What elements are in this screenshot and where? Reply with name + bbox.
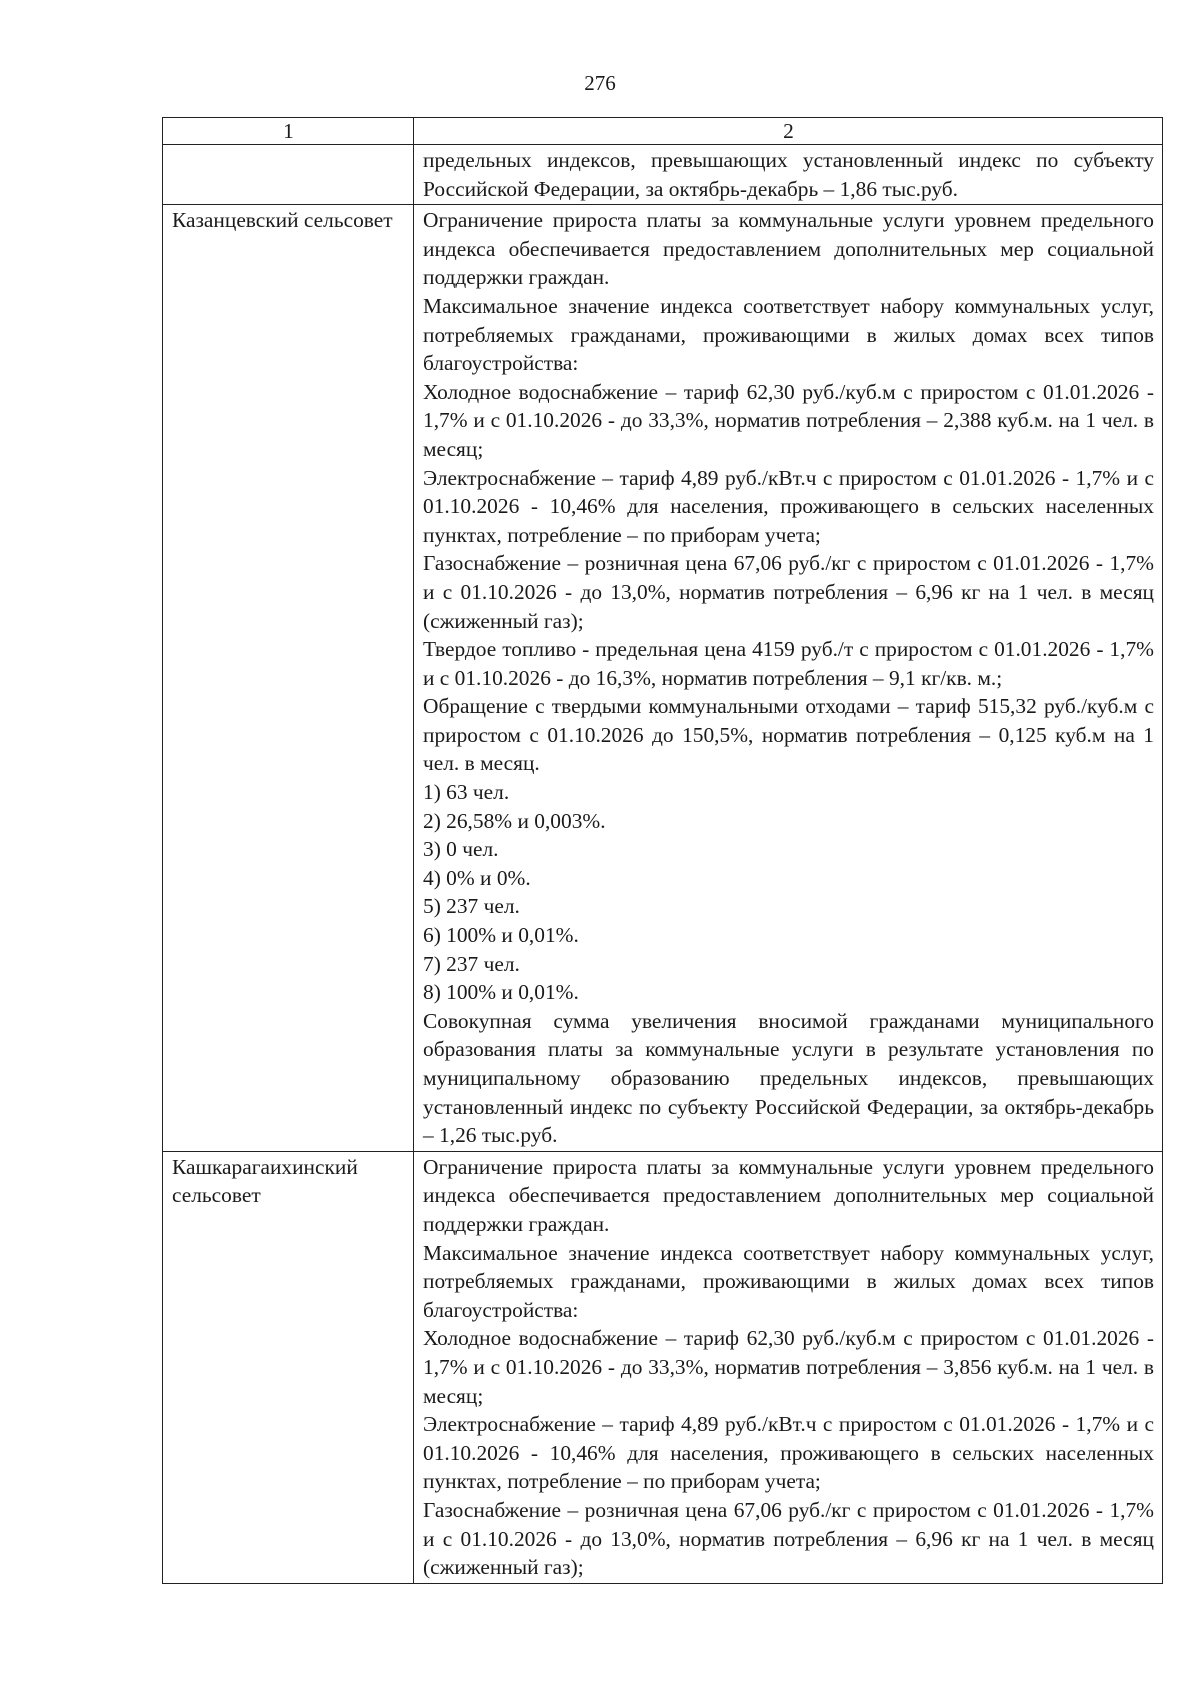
list-item: 5) 237 чел. (423, 894, 520, 919)
closing-paragraph: Совокупная сумма увеличения вносимой гражданами муниципального образования платы за коммунальные услуги в результате установления по муниципальному образованию предельных индексов, превышающих установленный индекс по субъекту Российской Федерации, за октябрь-декабрь – 1,26 тыс.руб. (423, 1008, 1154, 1148)
table-row (163, 1151, 1163, 1583)
paragraph: Электроснабжение – тариф 4,89 руб./кВт.ч с приростом с 01.01.2026 - 1,7% и с 01.10.2026 - 10,46% для населения, проживающего в сельских населенных пунктах, потребление – по приборам учета; (423, 1412, 1154, 1494)
paragraph: Электроснабжение – тариф 4,89 руб./кВт.ч с приростом с 01.01.2026 - 1,7% и с 01.10.2026 - 10,46% для населения, проживающего в сельских населенных пунктах, потребление – по приборам учета; (423, 465, 1154, 547)
paragraph: Максимальное значение индекса соответствует набору коммунальных услуг, потребляемых гражданами, проживающими в жилых домах всех типов благоустройства: (423, 1240, 1154, 1322)
paragraph: Ограничение прироста платы за коммунальные услуги уровнем предельного индекса обеспечивается предоставлением дополнительных мер социальной поддержки граждан. (423, 1154, 1154, 1236)
row-content (414, 1151, 1163, 1583)
list-item: 4) 0% и 0%. (423, 865, 531, 890)
paragraph: Холодное водоснабжение – тариф 62,30 руб./куб.м с приростом с 01.01.2026 - 1,7% и с 01.10.2026 - до 33,3%, норматив потребления – 3,856 куб.м. на 1 чел. в месяц; (423, 1326, 1154, 1408)
table-row (163, 205, 1163, 1152)
list-item: 2) 26,58% и 0,003%. (423, 808, 606, 833)
list-item: 6) 100% и 0,01%. (423, 923, 579, 948)
paragraph: предельных индексов, превышающих установленный индекс по субъекту Российской Федерации, за октябрь-декабрь – 1,86 тыс.руб. (423, 148, 1154, 201)
list-item: 1) 63 чел. (423, 780, 510, 805)
table-row (163, 145, 1163, 205)
row-content (414, 205, 1163, 1152)
municipality-name: Казанцевский сельсовет (163, 205, 414, 1152)
paragraph: Обращение с твердыми коммунальными отходами – тариф 515,32 руб./куб.м с приростом с 01.10.2026 до 150,5%, норматив потребления – 0,125 куб.м на 1 чел. в месяц. (423, 694, 1154, 776)
list-item: 8) 100% и 0,01%. (423, 980, 579, 1005)
list-item: 7) 237 чел. (423, 951, 520, 976)
paragraph: Максимальное значение индекса соответствует набору коммунальных услуг, потребляемых гражданами, проживающими в жилых домах всех типов благоустройства: (423, 293, 1154, 376)
column-header-1: 1 (163, 118, 414, 145)
list-item: 3) 0 чел. (423, 837, 499, 862)
paragraph: Газоснабжение – розничная цена 67,06 руб./кг с приростом с 01.01.2026 - 1,7% и с 01.10.2026 - до 13,0%, норматив потребления – 6,96 кг на 1 чел. в месяц (сжиженный газ); (423, 1497, 1154, 1580)
paragraph: Твердое топливо - предельная цена 4159 руб./т с приростом с 01.01.2026 - 1,7% и с 01.10.2026 - до 16,3%, норматив потребления – 9,1 кг/кв. м.; (423, 637, 1154, 690)
municipality-name (163, 145, 414, 205)
page-number: 276 (584, 71, 616, 95)
column-header-2: 2 (414, 118, 1163, 145)
paragraph: Газоснабжение – розничная цена 67,06 руб./кг с приростом с 01.01.2026 - 1,7% и с 01.10.2026 - до 13,0%, норматив потребления – 6,96 кг на 1 чел. в месяц (сжиженный газ); (423, 551, 1154, 633)
row-content (414, 145, 1163, 205)
municipality-table (162, 117, 1163, 1584)
table-header-row (163, 118, 1163, 145)
paragraph: Холодное водоснабжение – тариф 62,30 руб./куб.м с приростом с 01.01.2026 - 1,7% и с 01.10.2026 - до 33,3%, норматив потребления – 2,388 куб.м. на 1 чел. в месяц; (423, 379, 1154, 461)
municipality-name: Кашкарагаихинский сельсовет (163, 1151, 414, 1583)
paragraph: Ограничение прироста платы за коммунальные услуги уровнем предельного индекса обеспечивается предоставлением дополнительных мер социальной поддержки граждан. (423, 208, 1154, 290)
